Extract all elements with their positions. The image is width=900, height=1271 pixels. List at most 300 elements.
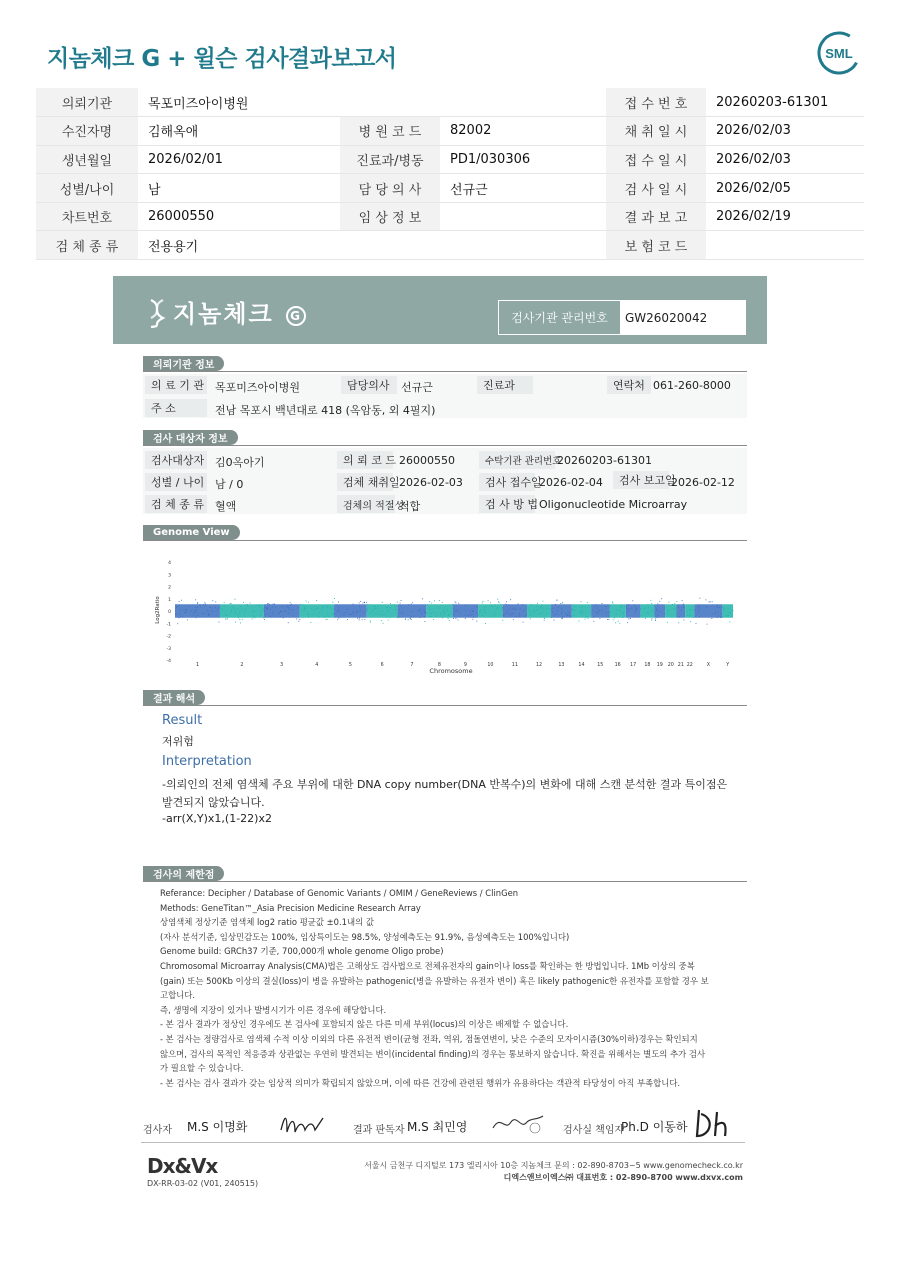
probe-point	[645, 618, 646, 619]
chromosome-tick-label: 22	[686, 663, 693, 668]
probe-point	[325, 619, 326, 620]
probe-point	[699, 598, 700, 599]
probe-point	[628, 618, 629, 619]
probe-point	[242, 609, 243, 610]
probe-point	[491, 605, 492, 606]
address-value: 전남 목포시 백년대로 418 (옥암동, 외 4필지)	[215, 404, 436, 417]
probe-point	[368, 604, 369, 605]
limitation-line: 상염색체 정상기준 염색체 log2 ratio 평균값 ±0.1내의 값	[160, 917, 374, 928]
probe-point	[412, 602, 413, 603]
probe-point	[449, 620, 450, 621]
probe-point	[512, 613, 513, 614]
sex-age-value: 남 / 0	[215, 478, 244, 491]
probe-point	[575, 611, 576, 612]
limitation-line: - 본 검사는 검사 결과가 갖는 임상적 의미가 확립되지 않았으며, 이에 따른 건강에 관련된 행위가 유용하다는 객관적 타당성이 아직 부족합니다.	[160, 1077, 681, 1088]
probe-point	[344, 614, 345, 615]
chromosome-tick-label: Y	[726, 663, 730, 668]
probe-point	[484, 610, 485, 611]
probe-point	[433, 619, 434, 620]
probe-point	[419, 610, 420, 611]
header-value: 목포미즈아이병원	[138, 88, 340, 117]
probe-point	[312, 614, 313, 615]
probe-point	[612, 601, 613, 602]
probe-point	[641, 615, 642, 616]
probe-point	[519, 613, 520, 614]
probe-point	[448, 615, 449, 616]
probe-point	[287, 605, 288, 606]
probe-point	[509, 613, 510, 614]
probe-point	[290, 602, 291, 603]
probe-point	[453, 613, 454, 614]
header-label: 생년월일	[36, 145, 138, 174]
probe-point	[499, 602, 500, 603]
request-code-value: 26000550	[399, 454, 455, 467]
probe-point	[690, 621, 691, 622]
probe-point	[259, 606, 260, 607]
probe-point	[272, 607, 273, 608]
chromosome-band	[478, 604, 503, 617]
report-date-label: 검사 보고일	[613, 471, 669, 489]
probe-point	[626, 607, 627, 608]
probe-point	[337, 610, 338, 611]
probe-point	[519, 615, 520, 616]
probe-point	[618, 621, 619, 622]
probe-point	[254, 617, 255, 618]
probe-point	[714, 614, 715, 615]
probe-point	[304, 607, 305, 608]
probe-point	[729, 621, 730, 622]
probe-point	[567, 615, 568, 616]
probe-point	[439, 600, 440, 601]
probe-point	[534, 611, 535, 612]
probe-point	[549, 608, 550, 609]
probe-point	[582, 606, 583, 607]
probe-point	[289, 609, 290, 610]
limitation-line: (gain) 또는 500Kb 이상의 결실(loss)이 병을 유발하는 pathogenic(병을 유발하는 유전자 변이) 혹은 likely pathogenic한 유전자를 포함할 경우 보	[160, 975, 709, 986]
probe-point	[652, 618, 653, 619]
probe-point	[727, 615, 728, 616]
header-label: 성별/나이	[36, 174, 138, 203]
genome-ytick-label: 1	[168, 597, 171, 603]
probe-point	[387, 611, 388, 612]
tester-name: M.S 이명화	[187, 1120, 248, 1134]
section-divider	[143, 371, 747, 372]
section-interpretation: 결과 해석	[143, 690, 205, 705]
probe-point	[379, 614, 380, 615]
contact-label: 연락처	[607, 376, 651, 394]
probe-point	[370, 620, 371, 621]
probe-point	[310, 622, 311, 623]
probe-point	[200, 604, 201, 605]
probe-point	[327, 607, 328, 608]
probe-point	[303, 610, 304, 611]
probe-point	[607, 619, 608, 620]
probe-point	[353, 604, 354, 605]
probe-point	[644, 608, 645, 609]
dxvx-logo: Dx&Vx	[147, 1154, 218, 1178]
probe-point	[683, 604, 684, 605]
probe-point	[668, 602, 669, 603]
probe-point	[481, 612, 482, 613]
probe-point	[667, 606, 668, 607]
probe-point	[570, 616, 571, 617]
probe-point	[458, 603, 459, 604]
probe-point	[436, 612, 437, 613]
header-label: 채 취 일 시	[606, 117, 706, 146]
probe-point	[291, 604, 292, 605]
probe-point	[203, 604, 204, 605]
chromosome-tick-label: 14	[578, 663, 585, 668]
probe-point	[590, 611, 591, 612]
header-row	[36, 231, 864, 260]
probe-point	[616, 609, 617, 610]
sex-age-label: 성별 / 나이	[145, 473, 207, 491]
scanned-report	[113, 276, 767, 1196]
probe-point	[631, 608, 632, 609]
probe-point	[196, 610, 197, 611]
probe-point	[699, 616, 700, 617]
header-label: 의뢰기관	[36, 88, 138, 117]
probe-point	[388, 610, 389, 611]
probe-point	[682, 600, 683, 601]
probe-point	[541, 612, 542, 613]
probe-point	[707, 624, 708, 625]
probe-point	[240, 606, 241, 607]
probe-point	[299, 619, 300, 620]
probe-point	[210, 607, 211, 608]
probe-point	[721, 613, 722, 614]
probe-point	[546, 613, 547, 614]
probe-point	[434, 600, 435, 601]
probe-point	[483, 601, 484, 602]
probe-point	[421, 611, 422, 612]
mgmt-number-box	[498, 300, 746, 335]
chromosome-tick-label: 17	[630, 663, 637, 668]
probe-point	[566, 613, 567, 614]
probe-point	[667, 622, 668, 623]
section-divider	[143, 705, 747, 706]
genome-ytick-label: -4	[166, 659, 171, 664]
probe-point	[424, 621, 425, 622]
doctor-value: 선규근	[401, 381, 433, 394]
probe-point	[442, 602, 443, 603]
probe-point	[544, 620, 545, 621]
probe-point	[360, 601, 361, 602]
probe-point	[279, 613, 280, 614]
probe-point	[561, 613, 562, 614]
probe-point	[501, 604, 502, 605]
section-subject: 검사 대상자 정보	[143, 430, 238, 445]
chromosome-band	[398, 604, 427, 617]
probe-point	[282, 606, 283, 607]
probe-point	[459, 612, 460, 613]
probe-point	[270, 609, 271, 610]
probe-point	[725, 611, 726, 612]
probe-point	[400, 605, 401, 606]
probe-point	[721, 617, 722, 618]
header-value: 2026/02/05	[706, 174, 864, 203]
section-divider	[143, 445, 747, 446]
probe-point	[728, 615, 729, 616]
doctor-label: 담당의사	[341, 376, 397, 394]
probe-point	[334, 613, 335, 614]
probe-point	[296, 619, 297, 620]
probe-point	[283, 617, 284, 618]
probe-point	[411, 604, 412, 605]
probe-point	[465, 615, 466, 616]
probe-point	[555, 614, 556, 615]
probe-point	[513, 619, 514, 620]
probe-point	[408, 604, 409, 605]
probe-point	[334, 598, 335, 599]
probe-point	[182, 616, 183, 617]
collect-date-label: 검체 채취일	[337, 473, 393, 491]
probe-point	[540, 608, 541, 609]
footer-address	[359, 1160, 743, 1184]
probe-point	[431, 603, 432, 604]
probe-point	[695, 611, 696, 612]
probe-point	[544, 617, 545, 618]
probe-point	[705, 599, 706, 600]
probe-point	[624, 606, 625, 607]
probe-point	[333, 613, 334, 614]
probe-point	[456, 611, 457, 612]
probe-point	[429, 616, 430, 617]
probe-point	[645, 613, 646, 614]
probe-point	[234, 599, 235, 600]
probe-point	[221, 609, 222, 610]
probe-point	[195, 607, 196, 608]
probe-point	[520, 608, 521, 609]
address-label: 주 소	[145, 399, 207, 417]
probe-point	[250, 602, 251, 603]
probe-point	[285, 611, 286, 612]
probe-point	[510, 599, 511, 600]
specimen-type-value: 혈액	[215, 500, 237, 513]
probe-point	[544, 618, 545, 619]
probe-point	[724, 608, 725, 609]
probe-point	[503, 607, 504, 608]
chromosome-tick-label: 9	[463, 663, 467, 668]
section-divider	[143, 881, 747, 882]
probe-point	[552, 608, 553, 609]
probe-point	[537, 603, 538, 604]
probe-point	[468, 615, 469, 616]
probe-point	[311, 608, 312, 609]
probe-point	[530, 618, 531, 619]
probe-point	[186, 610, 187, 611]
probe-point	[518, 603, 519, 604]
header-value: 2026/02/01	[138, 145, 340, 174]
probe-point	[647, 604, 648, 605]
probe-point	[592, 610, 593, 611]
probe-point	[636, 610, 637, 611]
probe-point	[363, 602, 364, 603]
probe-point	[610, 611, 611, 612]
probe-point	[628, 604, 629, 605]
request-code-label: 의 뢰 코 드	[337, 451, 393, 469]
probe-point	[482, 615, 483, 616]
probe-point	[448, 618, 449, 619]
probe-point	[454, 608, 455, 609]
probe-point	[616, 614, 617, 615]
chromosome-tick-label: 12	[535, 663, 543, 668]
mgmt-number-value: GW26020042	[621, 301, 745, 334]
probe-point	[717, 611, 718, 612]
chromosome-band	[551, 604, 572, 617]
specimen-type-label: 검 체 종 류	[145, 495, 207, 513]
probe-point	[364, 619, 365, 620]
probe-point	[235, 613, 236, 614]
probe-point	[538, 610, 539, 611]
probe-point	[593, 617, 594, 618]
probe-point	[530, 614, 531, 615]
probe-point	[498, 601, 499, 602]
probe-point	[288, 612, 289, 613]
probe-point	[470, 611, 471, 612]
probe-point	[386, 607, 387, 608]
probe-point	[273, 614, 274, 615]
probe-point	[594, 606, 595, 607]
probe-point	[554, 620, 555, 621]
probe-point	[480, 610, 481, 611]
probe-point	[651, 610, 652, 611]
probe-point	[629, 610, 630, 611]
probe-point	[239, 612, 240, 613]
probe-point	[308, 616, 309, 617]
probe-point	[476, 612, 477, 613]
chromosome-tick-label: 11	[511, 663, 518, 668]
probe-point	[280, 611, 281, 612]
probe-point	[227, 618, 228, 619]
probe-point	[215, 601, 216, 602]
report-banner	[113, 276, 767, 344]
probe-point	[651, 603, 652, 604]
probe-point	[601, 610, 602, 611]
genome-ytick-label: 0	[168, 610, 171, 615]
probe-point	[288, 607, 289, 608]
probe-point	[506, 601, 507, 602]
probe-point	[270, 616, 271, 617]
probe-point	[488, 600, 489, 601]
probe-point	[224, 602, 225, 603]
probe-point	[430, 608, 431, 609]
probe-point	[337, 611, 338, 612]
probe-point	[465, 610, 466, 611]
probe-point	[399, 609, 400, 610]
probe-point	[494, 615, 495, 616]
probe-point	[308, 602, 309, 603]
section-divider	[143, 540, 747, 541]
probe-point	[195, 610, 196, 611]
probe-point	[332, 602, 333, 603]
probe-point	[651, 620, 652, 621]
probe-point	[245, 608, 246, 609]
probe-point	[711, 618, 712, 619]
probe-point	[212, 600, 213, 601]
probe-point	[531, 604, 532, 605]
probe-point	[185, 612, 186, 613]
probe-point	[539, 614, 540, 615]
header-label	[340, 231, 440, 260]
chromosome-tick-label: 15	[597, 663, 604, 668]
probe-point	[339, 610, 340, 611]
probe-point	[261, 614, 262, 615]
probe-point	[472, 614, 473, 615]
probe-point	[492, 606, 493, 607]
probe-point	[349, 614, 350, 615]
probe-point	[238, 614, 239, 615]
probe-point	[674, 603, 675, 604]
probe-point	[723, 610, 724, 611]
judge-signature	[491, 1110, 545, 1138]
probe-point	[338, 608, 339, 609]
probe-point	[528, 608, 529, 609]
probe-point	[191, 610, 192, 611]
probe-point	[180, 610, 181, 611]
probe-point	[552, 611, 553, 612]
probe-point	[621, 606, 622, 607]
header-value	[440, 88, 606, 117]
probe-point	[538, 613, 539, 614]
probe-point	[444, 609, 445, 610]
probe-point	[490, 602, 491, 603]
receive-date-label: 검사 접수일	[479, 473, 535, 491]
probe-point	[485, 613, 486, 614]
probe-point	[181, 600, 182, 601]
genome-ytick-label: -1	[166, 622, 171, 628]
chromosome-tick-label: 18	[644, 663, 651, 668]
probe-point	[440, 613, 441, 614]
footer-address-line: 서울시 금천구 디지털로 173 엘리시아 10층 지놈체크 문의 : 02-890-8703~5 www.genomecheck.co.kr	[364, 1161, 743, 1170]
mgmt-number-label: 검사기관 관리번호	[499, 301, 621, 334]
probe-point	[659, 601, 660, 602]
probe-point	[381, 614, 382, 615]
specimen-fitness-label: 검체의 적절성	[337, 495, 395, 513]
probe-point	[388, 620, 389, 621]
probe-point	[226, 619, 227, 620]
probe-point	[374, 606, 375, 607]
genome-ytick-label: 4	[168, 561, 171, 566]
probe-point	[721, 607, 722, 608]
probe-point	[446, 610, 447, 611]
probe-point	[230, 612, 231, 613]
limitation-line: - 본 검사는 정량검사로 염색체 수적 이상 이외의 다른 유전적 변이(균형 전좌, 역위, 점돌연변이, 낮은 수준의 모자이시즘(30%이하)경우는 확인되지	[160, 1033, 698, 1044]
probe-point	[382, 602, 383, 603]
banner-logo-text: 지놈체크	[173, 300, 274, 328]
probe-point	[506, 611, 507, 612]
probe-point	[562, 602, 563, 603]
probe-point	[579, 611, 580, 612]
probe-point	[627, 622, 628, 623]
probe-point	[418, 610, 419, 611]
probe-point	[578, 621, 579, 622]
probe-point	[557, 600, 558, 601]
probe-point	[581, 610, 582, 611]
probe-point	[675, 608, 676, 609]
contact-value: 061-260-8000	[653, 379, 731, 392]
probe-point	[347, 619, 348, 620]
header-label: 검 사 일 시	[606, 174, 706, 203]
probe-point	[331, 608, 332, 609]
probe-point	[303, 605, 304, 606]
chromosome-band	[610, 604, 626, 617]
probe-point	[508, 605, 509, 606]
probe-point	[598, 612, 599, 613]
probe-point	[226, 615, 227, 616]
chromosome-tick-label: 5	[348, 663, 352, 668]
header-label: 접 수 번 호	[606, 88, 706, 117]
